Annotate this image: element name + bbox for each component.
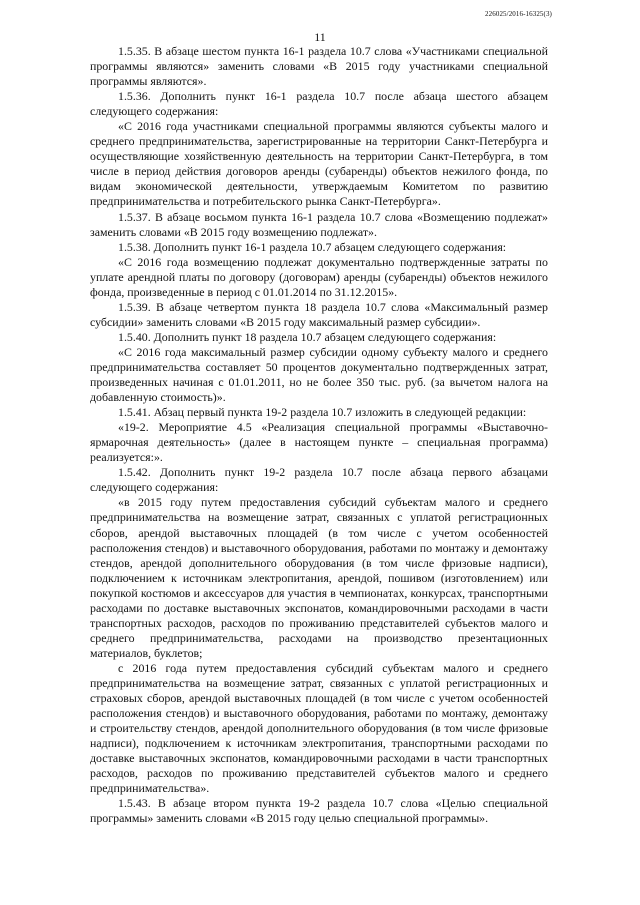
document-registration-code: 226025/2016-16325(3) [485,10,552,18]
paragraph-quote-2016-max-subsidy: «С 2016 года максимальный размер субсидии одному субъекту малого и среднего предпринимательства составляет 50 процентов документально подтвержденных затрат, произведенных начиная с 01.01.2011, но не более 350 тыс. руб. (за вычетом налога на добавленную стоимость)». [90,344,548,405]
paragraph-1-5-41: 1.5.41. Абзац первый пункта 19-2 раздела 10.7 изложить в следующей редакции: [118,405,527,420]
paragraph-1-5-40: 1.5.40. Дополнить пункт 18 раздела 10.7 абзацем следующего содержания: [118,329,497,344]
paragraph-1-5-42: 1.5.42. Дополнить пункт 19-2 раздела 10.7 после абзаца первого абзацами следующего содержания: [90,465,548,495]
page-number: 11 [314,30,326,44]
paragraph-quote-2016-participants: «С 2016 года участниками специальной программы являются субъекты малого и среднего предпринимательства, зарегистрированные на территории Санкт-Петербурга и осуществляющие хозяйственную деятельность на территории Санкт-Петербурга, в том числе в период действия договоров аренды (субаренды) объектов нежилого фонда, по видам экономической деятельности, утверждаемым Комитетом по развитию предпринимательства и потребительского рынка Санкт-Петербурга». [90,119,548,209]
paragraph-quote-19-2: «19-2. Мероприятие 4.5 «Реализация специальной программы «Выставочно-ярмарочная деятельность» (далее в настоящем пункте – специальная программа) реализуется:». [90,420,548,465]
paragraph-1-5-39: 1.5.39. В абзаце четвертом пункта 18 раздела 10.7 слова «Максимальный размер субсидии» заменить словами «В 2015 году максимальный размер субсидии». [90,299,548,329]
paragraph-1-5-35: 1.5.35. В абзаце шестом пункта 16-1 раздела 10.7 слова «Участниками специальной программы являются» заменить словами «В 2015 году участниками специальной программы являются». [90,44,548,89]
paragraph-quote-2016-reimbursement: «С 2016 года возмещению подлежат документально подтвержденные затраты по уплате арендной платы по договору (договорам) аренды (субаренды) объектов нежилого фонда, произведенные в период с 01.01.2014 по 31.12.2015». [90,254,548,299]
paragraph-1-5-43: 1.5.43. В абзаце втором пункта 19-2 раздела 10.7 слова «Целью специальной программы» заменить словами «В 2015 году целью специальной программы». [90,796,548,826]
document-body [90,44,548,826]
paragraph-1-5-37: 1.5.37. В абзаце восьмом пункта 16-1 раздела 10.7 слова «Возмещению подлежат» заменить словами «В 2015 году возмещению подлежат». [90,209,548,239]
paragraph-1-5-38: 1.5.38. Дополнить пункт 16-1 раздела 10.7 абзацем следующего содержания: [118,239,507,254]
paragraph-quote-2016-subsidies: с 2016 года путем предоставления субсидий субъектам малого и среднего предпринимательства на возмещение затрат, связанных с уплатой регистрационных и страховых сборов, арендой выставочных площадей (в том числе с учетом особенностей расположения стендов) и выставочного оборудования, работами по монтажу, демонтажу и строительству стендов, арендой дополнительного оборудования (в том числе фризовые надписи), подключением к источникам электропитания, транспортными расходами по доставке выставочных экспонатов, командировочными расходами в части транспортных расходов, расходов по проживанию представителей субъектов малого и среднего предпринимательства». [90,660,548,796]
paragraph-1-5-36: 1.5.36. Дополнить пункт 16-1 раздела 10.7 после абзаца шестого абзацем следующего содержания: [90,89,548,119]
paragraph-quote-2015-subsidies: «в 2015 году путем предоставления субсидий субъектам малого и среднего предпринимательства на возмещение затрат, связанных с уплатой регистрационных сборов, арендой выставочных площадей (в том числе с учетом особенностей расположения стендов) и выставочного оборудования, работами по монтажу и демонтажу стендов, арендой дополнительного оборудования (в том числе фризовые надписи), подключением к источникам электропитания, арендой, пошивом (изготовлением) или покупкой костюмов и аксессуаров для участия в чемпионатах, конкурсах, транспортными расходами по доставке выставочных экспонатов, командировочными расходами в части транспортных расходов, расходов по проживанию представителей субъектов малого и среднего предпринимательства, расходами на производство презентационных материалов, буклетов; [90,495,548,660]
